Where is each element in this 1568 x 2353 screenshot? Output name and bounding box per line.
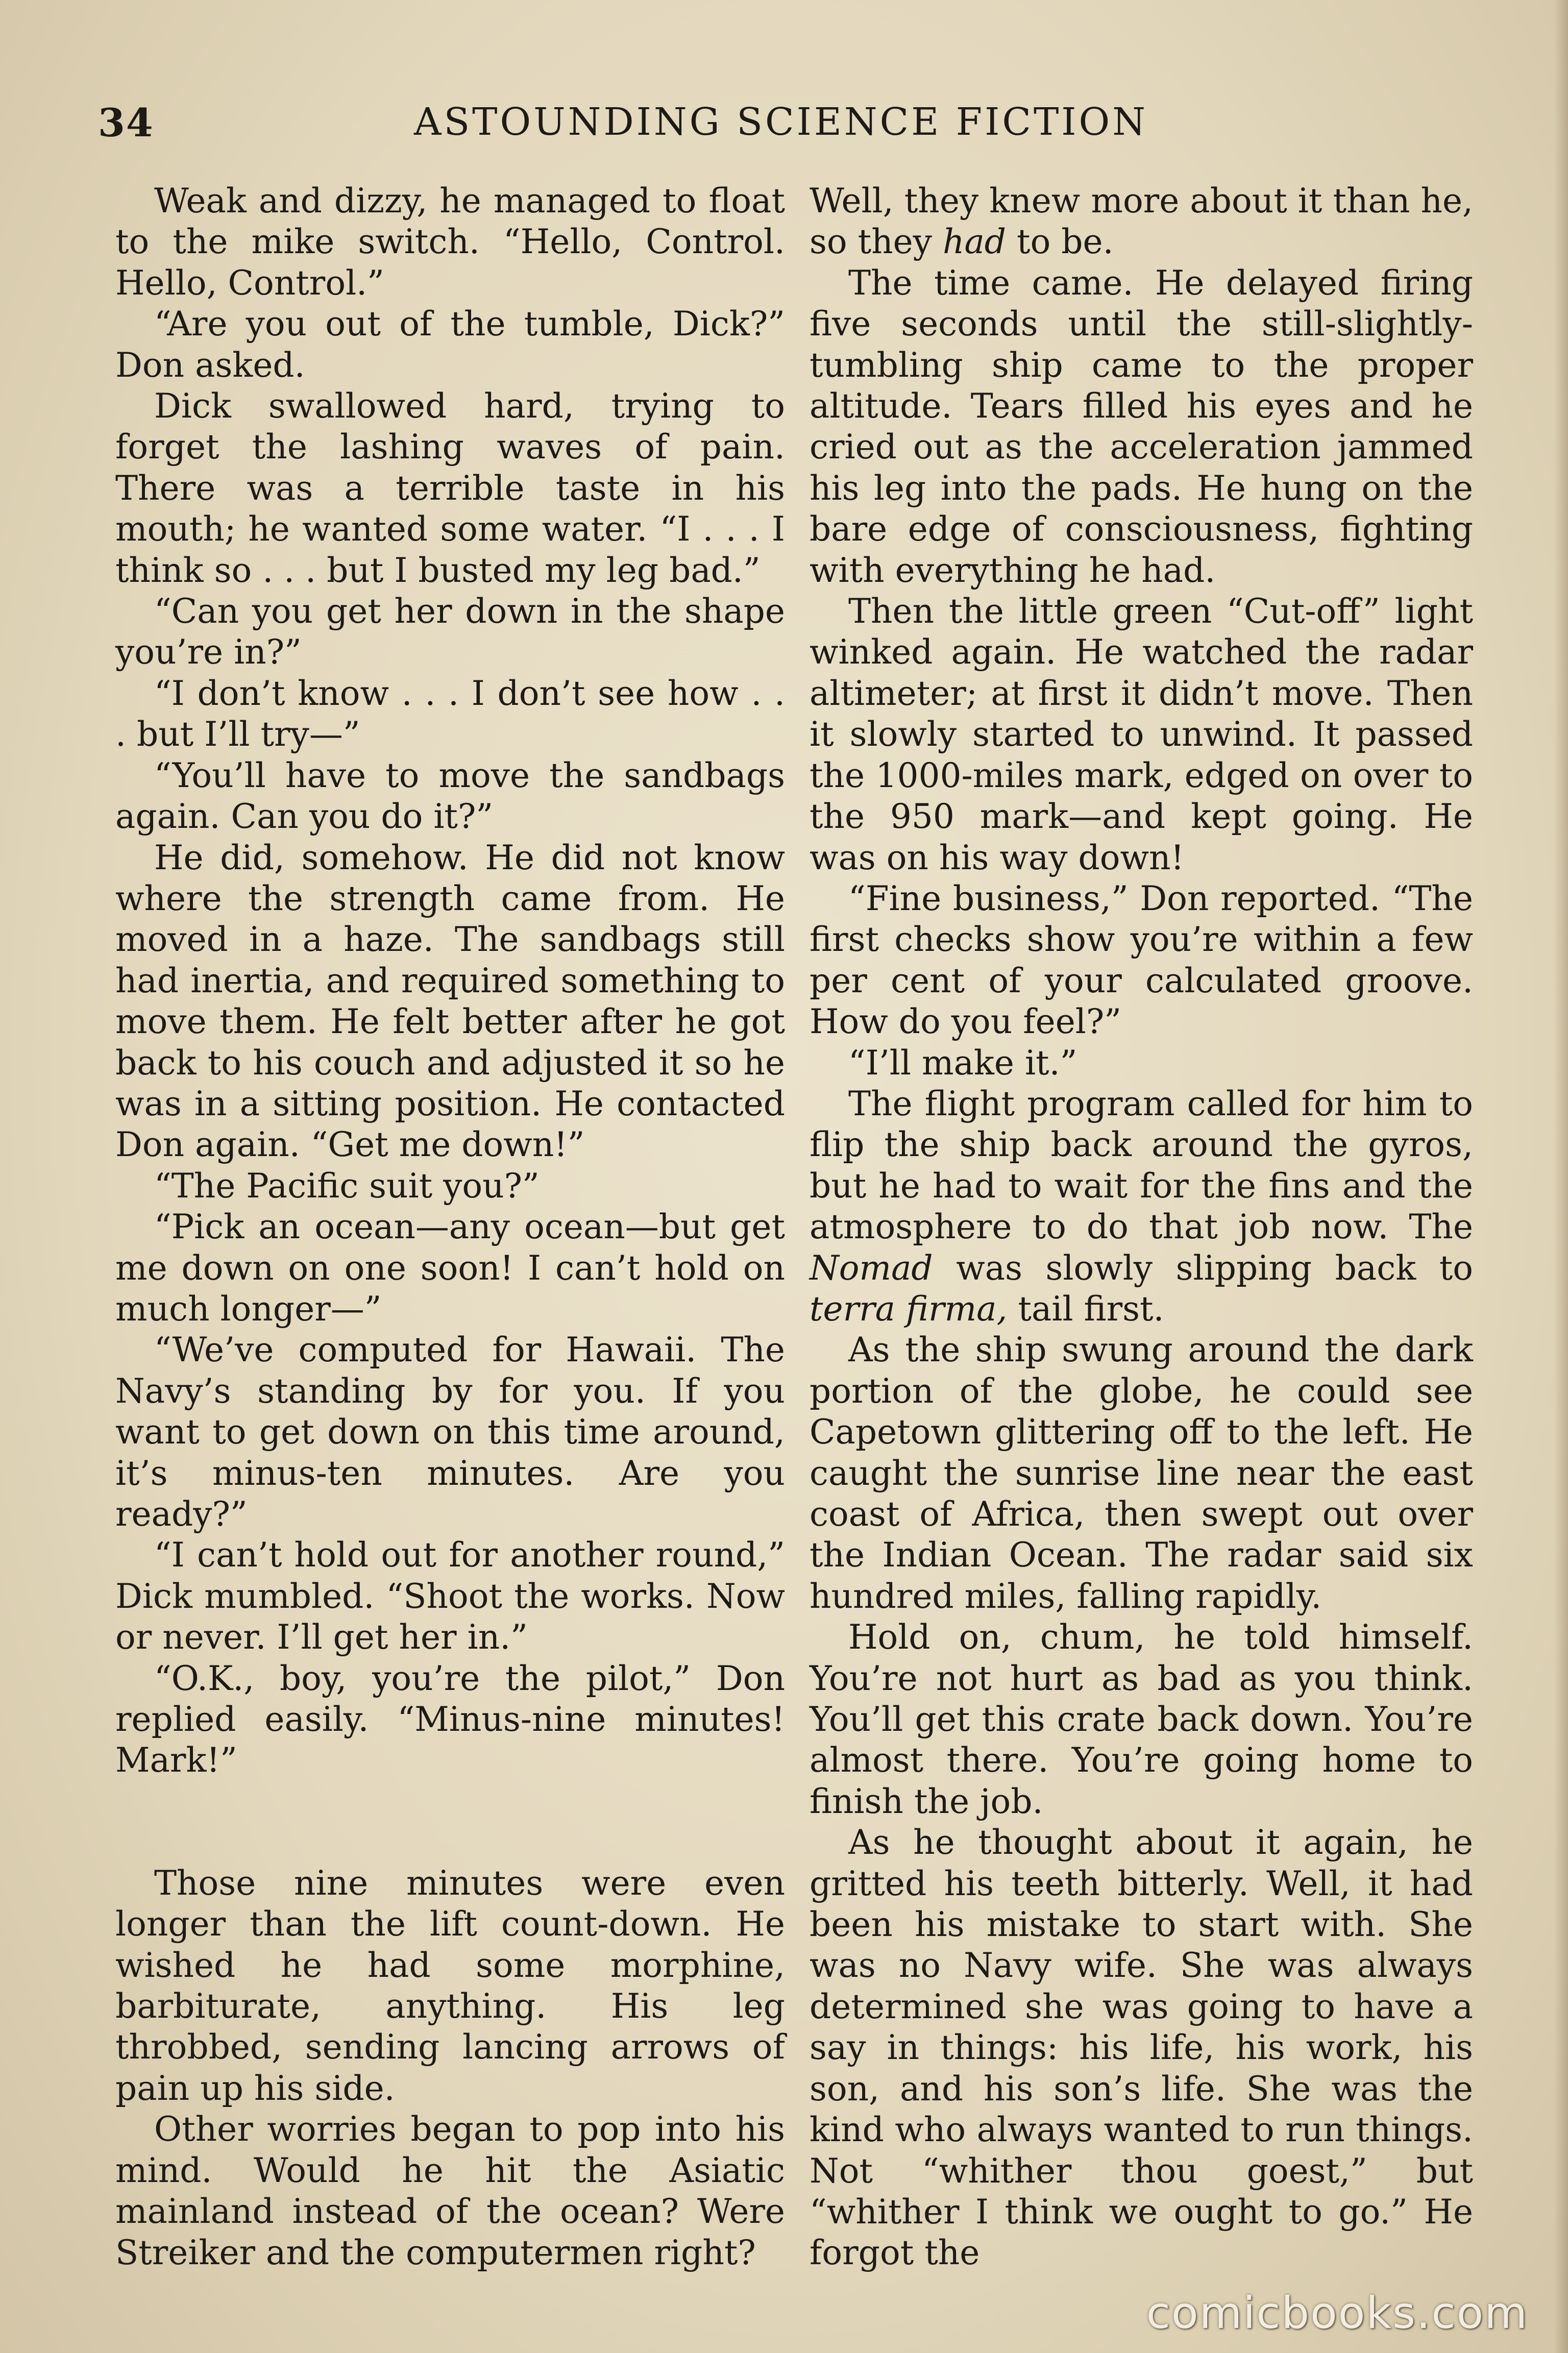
ship-name: Nomad	[810, 1248, 933, 1288]
text-run: Well, they knew more about it than he, so they	[810, 181, 1473, 262]
paragraph: Dick swallowed hard, trying to forget the lashing waves of pain. There was a terrible taste in his mouth; he wanted some water. “I . . . I think so . . . but I busted my leg bad.”	[115, 386, 785, 590]
watermark: comicbooks.com	[1146, 2288, 1528, 2339]
paragraph: “We’ve computed for Hawaii. The Navy’s standing by for you. If you want to get down on this time around, it’s minus-ten minutes. Are you ready?”	[115, 1330, 785, 1534]
emphasis: had	[942, 222, 1007, 262]
paragraph: “Can you get her down in the shape you’re in?”	[115, 592, 785, 672]
paragraph: “Are you out of the tumble, Dick?” Don asked.	[115, 304, 785, 385]
paragraph: As the ship swung around the dark portion of the globe, he could see Capetown glittering off to the left. He caught the sunrise line near the east coast of Africa, then swept out over the Indian Ocean. The radar said six hundred miles, falling rapidly.	[810, 1330, 1473, 1616]
paragraph: Then the little green “Cut-off” light winked again. He watched the radar altimeter; at first it didn’t move. Then it slowly started to unwind. It passed the 1000-miles mark, edged on over to the 950 mark—and kept going. He was on his way down!	[810, 592, 1473, 877]
text-run: to be.	[1017, 222, 1114, 262]
running-title: ASTOUNDING SCIENCE FICTION	[414, 100, 1148, 144]
left-column	[115, 181, 785, 2273]
paragraph: “You’ll have to move the sandbags again. Can you do it?”	[115, 755, 785, 837]
paragraph: “Pick an ocean—any ocean—but get me down on one soon! I can’t hold on much longer—”	[115, 1207, 785, 1329]
paragraph: As he thought about it again, he gritted his teeth bitterly. Well, it had been his mistake to start with. She was no Navy wife. She was always determined she was going to have a say in things: his life, his work, his son, and his son’s life. She was the kind who always wanted to run things. Not “whither thou goest,” but “whither I think we ought to go.” He forgot the	[810, 1823, 1473, 2273]
paragraph	[810, 1084, 1473, 1330]
paragraph: “Fine business,” Don reported. “The first checks show you’re within a few per cent of your calculated groove. How do you feel?”	[810, 878, 1473, 1042]
page-number: 34	[98, 100, 154, 145]
paragraph: Weak and dizzy, he managed to float to the mike switch. “Hello, Control. Hello, Control.”	[115, 181, 785, 303]
text-run: was slowly slipping back to	[956, 1248, 1474, 1288]
right-column	[810, 181, 1473, 2274]
paragraph: “The Pacific suit you?”	[154, 1166, 540, 1206]
paragraph: “I can’t hold out for another round,” Dick mumbled. “Shoot the works. Now or never. I’ll get her in.”	[115, 1535, 785, 1657]
emphasis: terra firma,	[810, 1289, 1008, 1329]
paragraph: “O.K., boy, you’re the pilot,” Don replied easily. “Minus-nine minutes! Mark!”	[115, 1658, 785, 1780]
paragraph: “I don’t know . . . I don’t see how . . . but I’ll try—”	[115, 673, 785, 754]
paragraph: Other worries began to pop into his mind. Would he hit the Asiatic mainland instead of the ocean? Were Streiker and the computermen right?	[115, 2110, 785, 2272]
paragraph: He did, somehow. He did not know where the strength came from. He moved in a haze. The sandbags still had inertia, and required something to move them. He felt better after he got back to his couch and adjusted it so he was in a sitting position. He contacted Don again. “Get me down!”	[115, 838, 785, 1165]
page-edge-shadow	[1554, 0, 1568, 2353]
paragraph: Hold on, chum, he told himself. You’re not hurt as bad as you think. You’ll get this crate back down. You’re almost there. You’re going home to finish the job.	[810, 1617, 1473, 1821]
paragraph: “I’ll make it.”	[848, 1043, 1077, 1083]
text-run: tail first.	[1018, 1289, 1164, 1329]
continued-paragraph	[810, 181, 1473, 263]
paragraph: Those nine minutes were even longer than the lift count-down. He wished he had some morphine, barbiturate, anything. His leg throbbed, sending lancing arrows of pain up his side.	[115, 1863, 785, 2108]
text-run: The flight program called for him to flip the ship back around the gyros, but he had to wait for the fins and the atmosphere to do that job now. The	[810, 1084, 1473, 1247]
paragraph: The time came. He delayed firing five seconds until the still-slightly-tumbling ship came to the proper altitude. Tears filled his eyes and he cried out as the acceleration jammed his leg into the pads. He hung on the bare edge of consciousness, fighting with everything he had.	[810, 263, 1473, 590]
